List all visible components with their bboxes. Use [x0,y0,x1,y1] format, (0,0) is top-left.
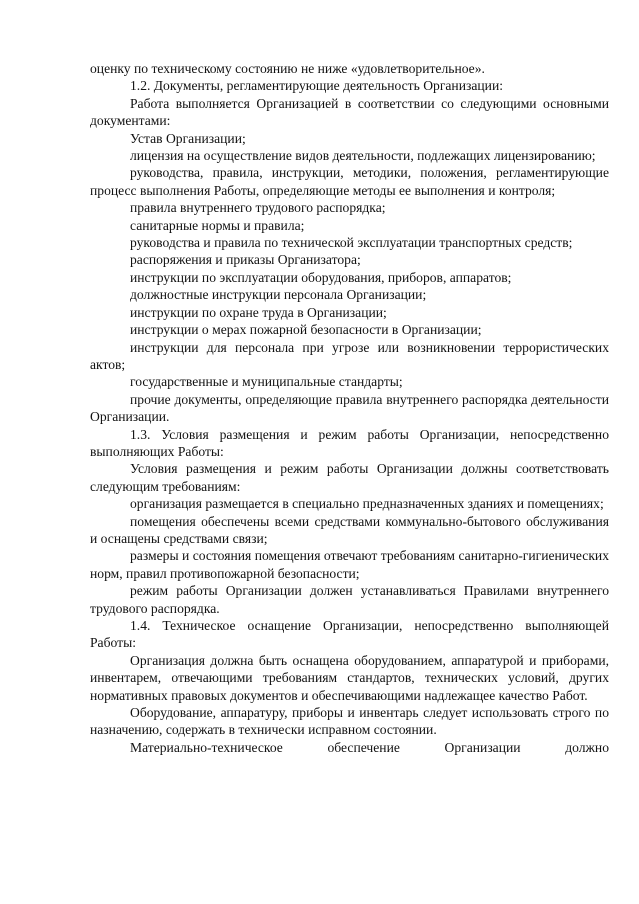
list-item: организация размещается в специально предназначенных зданиях и помещениях; [130,496,604,512]
list-item: инструкции по эксплуатации оборудования, приборов, аппаратов; [130,269,512,285]
list-item: санитарные нормы и правила; [130,217,305,233]
list-item: государственные и муниципальные стандарты; [130,374,403,390]
list-item: должностные инструкции персонала Организации; [130,287,427,303]
section-heading-1-2: 1.2. Документы, регламентирующие деятельность Организации: [130,78,503,94]
paragraph: Работа выполняется Организацией в соответствии со следующими основными документами: [90,95,609,129]
paragraph: Условия размещения и режим работы Организации должны соответствовать следующим требованиям: [90,461,609,494]
list-item: Устав Организации; [130,130,246,146]
list-item: помещения обеспечены всеми средствами коммунально-бытового обслуживания и оснащены средствами связи; [90,513,609,546]
section-heading-1-4: 1.4. Техническое оснащение Организации, непосредственно выполняющей Работы: [90,618,609,651]
list-item: размеры и состояния помещения отвечают требованиям санитарно-гигиенических норм, правил противопожарной безопасности; [90,548,609,581]
document-page [90,60,609,756]
list-item: правила внутреннего трудового распорядка; [130,200,386,216]
list-item: прочие документы, определяющие правила внутреннего распорядка деятельности Организации. [90,391,609,425]
section-heading-1-3: 1.3. Условия размещения и режим работы Организации, непосредственно выполняющих Работы: [90,426,609,459]
list-item: лицензия на осуществление видов деятельности, подлежащих лицензированию; [130,148,596,164]
list-item: руководства и правила по технической эксплуатации транспортных средств; [130,235,573,251]
list-item: инструкции для персонала при угрозе или возникновении террористических актов; [90,339,609,372]
paragraph: Организация должна быть оснащена оборудованием, аппаратурой и приборами, инвентарем, отвечающими требованиям стандартов, технических условий, других нормативных правовых документов и обеспечивающими надлежащее качество Работ. [90,652,609,703]
list-item: распоряжения и приказы Организатора; [130,252,361,268]
list-item: инструкции о мерах пожарной безопасности в Организации; [130,322,482,338]
paragraph: Оборудование, аппаратуру, приборы и инвентарь следует использовать строго по назначению, содержать в технически исправном состоянии. [90,705,609,738]
list-item: инструкции по охране труда в Организации; [130,304,387,320]
list-item: режим работы Организации должен устанавливаться Правилами внутреннего трудового распорядка. [90,583,609,616]
list-item: руководства, правила, инструкции, методики, положения, регламентирующие процесс выполнения Работы, определяющие методы ее выполнения и контроля; [90,165,609,198]
paragraph-continuation: оценку по техническому состоянию не ниже «удовлетворительное». [90,61,485,76]
paragraph-truncated: Материально-техническое обеспечение Организации должно [130,739,609,755]
